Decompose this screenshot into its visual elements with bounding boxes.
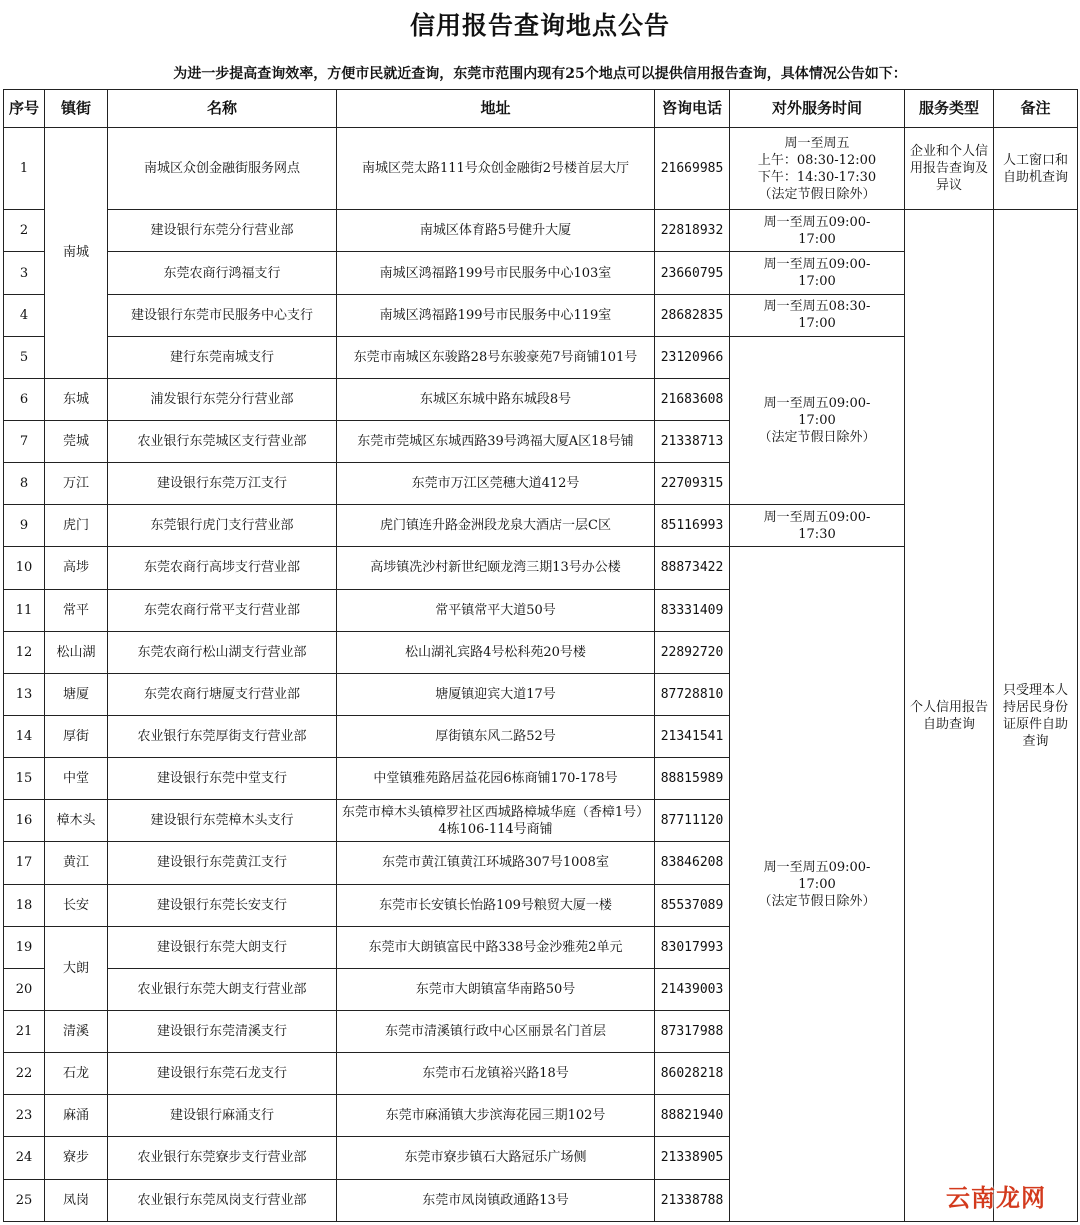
- row-service-type: 个人信用报告自助查询: [905, 210, 994, 1222]
- row-seq: 3: [4, 252, 45, 294]
- row-seq: 6: [4, 378, 45, 420]
- row-phone: 22709315: [655, 463, 730, 505]
- row-name: 建设银行东莞分行营业部: [108, 210, 337, 252]
- row-town: 塘厦: [45, 673, 108, 715]
- row-seq: 15: [4, 758, 45, 800]
- row-town: 凤岗: [45, 1179, 108, 1221]
- row-name: 建设银行东莞市民服务中心支行: [108, 294, 337, 336]
- hours-line: 17:00: [798, 274, 836, 289]
- row-name: 东莞农商行鸿福支行: [108, 252, 337, 294]
- hours-line: 周一至周五09:00-: [763, 509, 871, 525]
- row-phone: 83331409: [655, 589, 730, 631]
- row-address: 东莞市麻涌镇大步滨海花园三期102号: [337, 1095, 655, 1137]
- row-town: 樟木头: [45, 800, 108, 842]
- hours-line: 17:30: [798, 526, 836, 542]
- row-phone: 23660795: [655, 252, 730, 294]
- row-seq: 8: [4, 463, 45, 505]
- row-town: 清溪: [45, 1010, 108, 1052]
- header-name: 名称: [108, 90, 337, 128]
- hours-line: （法定节假日除外）: [758, 893, 876, 909]
- row-address: 东莞市寮步镇石大路冠乐广场侧: [337, 1137, 655, 1179]
- row-seq: 13: [4, 673, 45, 715]
- row-hours: [730, 547, 905, 1222]
- header-address: 地址: [337, 90, 655, 128]
- row-address: 东莞市莞城区东城西路39号鸿福大厦A区18号铺: [337, 421, 655, 463]
- hours-line: 下午：14:30-17:30: [757, 169, 877, 185]
- row-address: 常平镇常平大道50号: [337, 589, 655, 631]
- row-hours: [730, 294, 905, 336]
- row-address: 东莞市黄江镇黄江环城路307号1008室: [337, 842, 655, 884]
- row-phone: 87728810: [655, 673, 730, 715]
- row-service-type: 企业和个人信用报告查询及异议: [905, 128, 994, 210]
- table-row: [4, 128, 1078, 210]
- row-seq: 4: [4, 294, 45, 336]
- row-name: 农业银行东莞城区支行营业部: [108, 421, 337, 463]
- row-address: 厚街镇东风二路52号: [337, 715, 655, 757]
- row-address: 南城区体育路5号健升大厦: [337, 210, 655, 252]
- row-address: 东莞市大朗镇富民中路338号金沙雅苑2单元: [337, 926, 655, 968]
- row-seq: 14: [4, 715, 45, 757]
- table-header-row: [4, 90, 1078, 128]
- row-address: 东莞市凤岗镇政通路13号: [337, 1179, 655, 1221]
- header-phone: 咨询电话: [655, 90, 730, 128]
- row-town: 大朗: [45, 926, 108, 1010]
- row-phone: 21338905: [655, 1137, 730, 1179]
- row-seq: 10: [4, 547, 45, 589]
- hours-line: 上午：08:30-12:00: [757, 152, 877, 168]
- row-town: 虎门: [45, 505, 108, 547]
- row-seq: 20: [4, 968, 45, 1010]
- locations-table: [3, 89, 1078, 1222]
- row-phone: 22818932: [655, 210, 730, 252]
- row-seq: 2: [4, 210, 45, 252]
- row-address: 南城区鸿福路199号市民服务中心119室: [337, 294, 655, 336]
- header-seq: 序号: [4, 90, 45, 128]
- watermark-logo: 云南龙网: [946, 1184, 1046, 1212]
- row-phone: 83017993: [655, 926, 730, 968]
- row-town: 寮步: [45, 1137, 108, 1179]
- row-phone: 21338713: [655, 421, 730, 463]
- row-address: 东莞市樟木头镇樟罗社区西城路樟城华庭（香樟1号）4栋106-114号商铺: [337, 800, 655, 842]
- row-address: 东莞市南城区东骏路28号东骏豪苑7号商铺101号: [337, 336, 655, 378]
- hours-line: 周一至周五09:00-: [763, 859, 871, 875]
- row-seq: 7: [4, 421, 45, 463]
- row-address: 高埗镇冼沙村新世纪颐龙湾三期13号办公楼: [337, 547, 655, 589]
- row-address: 中堂镇雅苑路居益花园6栋商铺170-178号: [337, 758, 655, 800]
- row-phone: 87711120: [655, 800, 730, 842]
- row-phone: 21439003: [655, 968, 730, 1010]
- row-town: 常平: [45, 589, 108, 631]
- table-row: [4, 210, 1078, 252]
- page-title: 信用报告查询地点公告: [409, 11, 670, 40]
- row-phone: 85537089: [655, 884, 730, 926]
- row-hours: [730, 252, 905, 294]
- row-phone: 28682835: [655, 294, 730, 336]
- row-town: 长安: [45, 884, 108, 926]
- row-town: 高埗: [45, 547, 108, 589]
- row-town: 莞城: [45, 421, 108, 463]
- row-phone: 21341541: [655, 715, 730, 757]
- row-phone: 21683608: [655, 378, 730, 420]
- row-seq: 9: [4, 505, 45, 547]
- row-note: 人工窗口和自助机查询: [994, 128, 1078, 210]
- hours-line: 17:00: [798, 876, 836, 892]
- row-note: 只受理本人持居民身份证原件自助查询: [994, 210, 1078, 1222]
- row-town: 黄江: [45, 842, 108, 884]
- row-phone: 88821940: [655, 1095, 730, 1137]
- row-town: 麻涌: [45, 1095, 108, 1137]
- row-name: 东莞农商行高埗支行营业部: [108, 547, 337, 589]
- hours-line: 周一至周五09:00-: [763, 396, 871, 411]
- row-name: 东莞农商行松山湖支行营业部: [108, 631, 337, 673]
- row-hours: [730, 210, 905, 252]
- row-address: 东莞市石龙镇裕兴路18号: [337, 1053, 655, 1095]
- row-seq: 18: [4, 884, 45, 926]
- row-town: 东城: [45, 378, 108, 420]
- row-phone: 22892720: [655, 631, 730, 673]
- row-hours: [730, 505, 905, 547]
- row-address: 东莞市万江区莞穗大道412号: [337, 463, 655, 505]
- row-phone: 88873422: [655, 547, 730, 589]
- row-town: 中堂: [45, 758, 108, 800]
- row-name: 建设银行东莞樟木头支行: [108, 800, 337, 842]
- row-seq: 22: [4, 1053, 45, 1095]
- row-name: 浦发银行东莞分行营业部: [108, 378, 337, 420]
- header-hours: 对外服务时间: [730, 90, 905, 128]
- row-address: 东莞市清溪镇行政中心区丽景名门首层: [337, 1010, 655, 1052]
- row-town: 石龙: [45, 1053, 108, 1095]
- row-hours: [730, 336, 905, 505]
- row-name: 建设银行东莞黄江支行: [108, 842, 337, 884]
- row-seq: 16: [4, 800, 45, 842]
- hours-line: 17:00: [798, 413, 836, 428]
- row-address: 虎门镇连升路金洲段龙泉大酒店一层C区: [337, 505, 655, 547]
- row-phone: 23120966: [655, 336, 730, 378]
- row-phone: 83846208: [655, 842, 730, 884]
- row-seq: 24: [4, 1137, 45, 1179]
- row-town: 南城: [45, 128, 108, 379]
- row-name: 建设银行东莞清溪支行: [108, 1010, 337, 1052]
- row-name: 农业银行东莞凤岗支行营业部: [108, 1179, 337, 1221]
- row-phone: 21669985: [655, 128, 730, 210]
- row-town: 松山湖: [45, 631, 108, 673]
- row-name: 东莞银行虎门支行营业部: [108, 505, 337, 547]
- row-name: 建行东莞南城支行: [108, 336, 337, 378]
- header-note: 备注: [994, 90, 1078, 128]
- row-name: 东莞农商行常平支行营业部: [108, 589, 337, 631]
- hours-line: 17:00: [798, 316, 836, 332]
- header-service-type: 服务类型: [905, 90, 994, 128]
- hours-line: 周一至周五: [784, 135, 850, 151]
- row-seq: 17: [4, 842, 45, 884]
- row-name: 农业银行东莞大朗支行营业部: [108, 968, 337, 1010]
- hours-line: （法定节假日除外）: [758, 186, 876, 202]
- hours-line: 周一至周五09:00-: [763, 257, 871, 272]
- row-name: 建设银行东莞石龙支行: [108, 1053, 337, 1095]
- page-subtitle: 为进一步提高查询效率，方便市民就近查询，东莞市范围内现有25个地点可以提供信用报告查询，具体情况公告如下：: [173, 66, 907, 82]
- row-seq: 5: [4, 336, 45, 378]
- row-phone: 86028218: [655, 1053, 730, 1095]
- row-address: 东城区东城中路东城段8号: [337, 378, 655, 420]
- row-seq: 11: [4, 589, 45, 631]
- row-name: 南城区众创金融街服务网点: [108, 128, 337, 210]
- row-name: 东莞农商行塘厦支行营业部: [108, 673, 337, 715]
- row-seq: 25: [4, 1179, 45, 1221]
- row-address: 东莞市大朗镇富华南路50号: [337, 968, 655, 1010]
- row-address: 东莞市长安镇长怡路109号粮贸大厦一楼: [337, 884, 655, 926]
- row-hours: [730, 128, 905, 210]
- row-town: 厚街: [45, 715, 108, 757]
- row-name: 建设银行东莞大朗支行: [108, 926, 337, 968]
- hours-line: 17:00: [798, 231, 836, 247]
- row-seq: 21: [4, 1010, 45, 1052]
- row-phone: 88815989: [655, 758, 730, 800]
- row-name: 建设银行东莞中堂支行: [108, 758, 337, 800]
- row-address: 南城区鸿福路199号市民服务中心103室: [337, 252, 655, 294]
- header-town: 镇街: [45, 90, 108, 128]
- row-seq: 23: [4, 1095, 45, 1137]
- row-phone: 21338788: [655, 1179, 730, 1221]
- row-name: 建设银行东莞万江支行: [108, 463, 337, 505]
- row-phone: 85116993: [655, 505, 730, 547]
- row-name: 农业银行东莞寮步支行营业部: [108, 1137, 337, 1179]
- row-seq: 19: [4, 926, 45, 968]
- hours-line: 周一至周五08:30-: [763, 299, 871, 315]
- row-town: 万江: [45, 463, 108, 505]
- row-address: 松山湖礼宾路4号松科苑20号楼: [337, 631, 655, 673]
- row-address: 南城区莞太路111号众创金融街2号楼首层大厅: [337, 128, 655, 210]
- row-name: 农业银行东莞厚街支行营业部: [108, 715, 337, 757]
- hours-line: （法定节假日除外）: [758, 430, 876, 445]
- row-seq: 12: [4, 631, 45, 673]
- row-name: 建设银行麻涌支行: [108, 1095, 337, 1137]
- row-phone: 87317988: [655, 1010, 730, 1052]
- row-seq: 1: [4, 128, 45, 210]
- row-name: 建设银行东莞长安支行: [108, 884, 337, 926]
- row-address: 塘厦镇迎宾大道17号: [337, 673, 655, 715]
- hours-line: 周一至周五09:00-: [763, 214, 871, 230]
